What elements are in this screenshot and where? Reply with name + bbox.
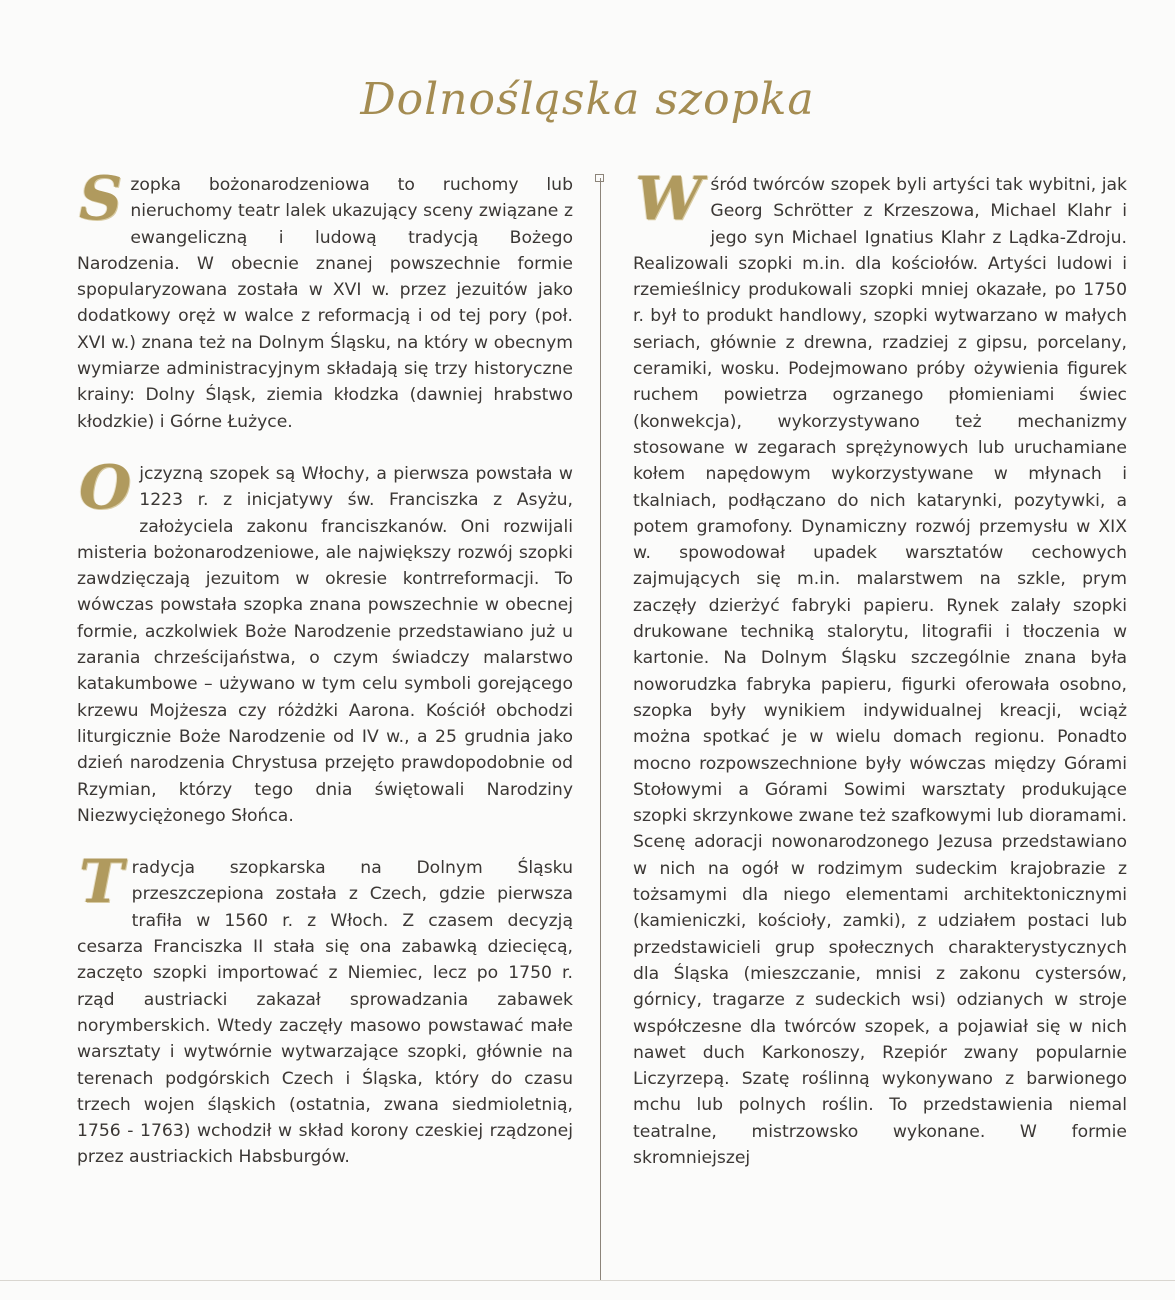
ornamental-initial: S xyxy=(79,164,123,234)
paragraph-text: śród twórców szopek byli artyści tak wybitni, jak Georg Schrötter z Krzeszowa, Michael Klahr i jego syn Michael Ignatius Klahr z Lądka-Zdroju. Realizowali szopki m.in. dla kościołów. Artyści ludowi i rzemieślnicy produkowali szopki mniej okazałe, po 1750 r. był to produkt handlowy, szopki wytwarzano w małych seriach, głównie z drewna, rzadziej z gipsu, porcelany, ceramiki, wosku. Podejmowano próby ożywienia figurek ruchem powietrza ogrzanego płomieniami świec (konwekcja), wykorzystywano też mechanizmy stosowane w zegarach sprężynowych lub uruchamiane kołem napędowym wykorzystywane w młynach i tkalniach, podłączano do nich katarynki, pozytywki, a potem gramofony. Dynamiczny rozwój przemysłu w XIX w. spowodował upadek warsztatów cechowych zajmujących się m.in. malarstwem na szkle, prym zaczęły dzierżyć fabryki papieru. Rynek zalały szopki drukowane techniką stalorytu, litografii i tłoczenia w kartonie. Na Dolnym Śląsku szczególnie znana była noworudzka fabryka papieru, figurki oferowała osobno, szopka były wynikiem indywidualnej kreacji, wciąż można spotkać je w wielu domach regionu. Ponadto mocno rozpowszechnione były wówczas między Górami Stołowymi a Górami Sowimi warsztaty produkujące szopki skrzynkowe zwane też szafkowymi lub dioramami. Scenę adoracji nowonarodzonego Jezusa przedstawiano w nich na ogół w rodzimym sudeckim krajobrazie z tożsamymi dla niego elementami architektonicznymi (kamieniczki, kościoły, zamki), z udziałem postaci lub przedstawicieli grup społecznych charakterystycznych dla Śląska (mieszczanie, mnisi z zakonu cystersów, górnicy, tragarze z sudeckich wsi) odzianych w stroje współczesne dla twórców szopek, a pojawiał się w nich nawet duch Karkonoszy, Rzepiór zwany popularnie Liczyrzepą. Szatę roślinną wykonywano z barwionego mchu lub polnych roślin. To przedstawienia niemal teatralne, mistrzowsko wykonane. W formie skromniejszej xyxy=(633,175,1127,1168)
paragraph xyxy=(77,452,573,829)
paragraph-text: jczyzną szopek są Włochy, a pierwsza powstała w 1223 r. z inicjatywy św. Franciszka z Asyżu, założyciela zakonu franciszkanów. Oni rozwijali misteria bożonarodzeniowe, ale największy rozwój szopki zawdzięczają jezuitom w okresie kontrreformacji. To wówczas powstała szopka znana powszechnie w obecnej formie, aczkolwiek Boże Narodzenie przedstawiano już u zarania chrześcijaństwa, o czym świadczy malarstwo katakumbowe – używano w tym celu symboli gorejącego krzewu Mojżesza czy różdżki Aarona. Kościół obchodzi liturgicznie Boże Narodzenie od IV w., a 25 grudnia jako dzień narodzenia Chrystusa przejęto prawdopodobnie od Rzymian, którzy tego dnia świętowali Narodziny Niezwyciężonego Słońca. xyxy=(77,463,573,826)
right-column xyxy=(633,164,1127,1197)
paragraph xyxy=(77,164,573,435)
left-column xyxy=(77,164,573,1197)
paragraph xyxy=(77,847,573,1171)
ornamental-initial: T xyxy=(79,847,124,918)
paragraph-text: radycja szopkarska na Dolnym Śląsku przeszczepiona została z Czech, gdzie pierwsza trafiła w 1560 r. z Włoch. Z czasem decyzją cesarza Franciszka II stała się ona zabawką dziecięcą, zaczęto szopki importować z Niemiec, lecz po 1750 r. rząd austriacki zakazał sprowadzania zabawek norymberskich. Wtedy zaczęły masowo powstawać małe warsztaty i wytwórnie wytwarzające szopki, głównie na terenach podgórskich Czech i Śląska, który do czasu trzech wojen śląskich (ostatnia, zwana siedmioletnią, 1756 - 1763) wchodził w skład korony czeskiej rządzonej przez austriackich Habsburgów. xyxy=(77,858,573,1168)
paragraph xyxy=(633,164,1127,1171)
column-divider xyxy=(600,178,601,1280)
ornamental-initial: W xyxy=(635,164,703,234)
ornamental-initial: O xyxy=(79,452,132,523)
paragraph-text: zopka bożonarodzeniowa to ruchomy lub nieruchomy teatr lalek ukazujący sceny związane z ewangeliczną i ludową tradycją Bożego Narodzenia. W obecnie znanej powszechnie formie spopularyzowana została w XVI w. przez jezuitów jako dodatkowy oręż w walce z reformacją i od tej pory (poł. XVI w.) znana też na Dolnym Śląsku, na który w obecnym wymiarze administracyjnym składają się trzy historyczne krainy: Dolny Śląsk, ziemia kłodzka (dawniej hrabstwo kłodzkie) i Górne Łużyce. xyxy=(77,175,573,432)
page-bottom-rule xyxy=(0,1280,1175,1281)
page-title: Dolnośląska szopka xyxy=(360,74,815,125)
